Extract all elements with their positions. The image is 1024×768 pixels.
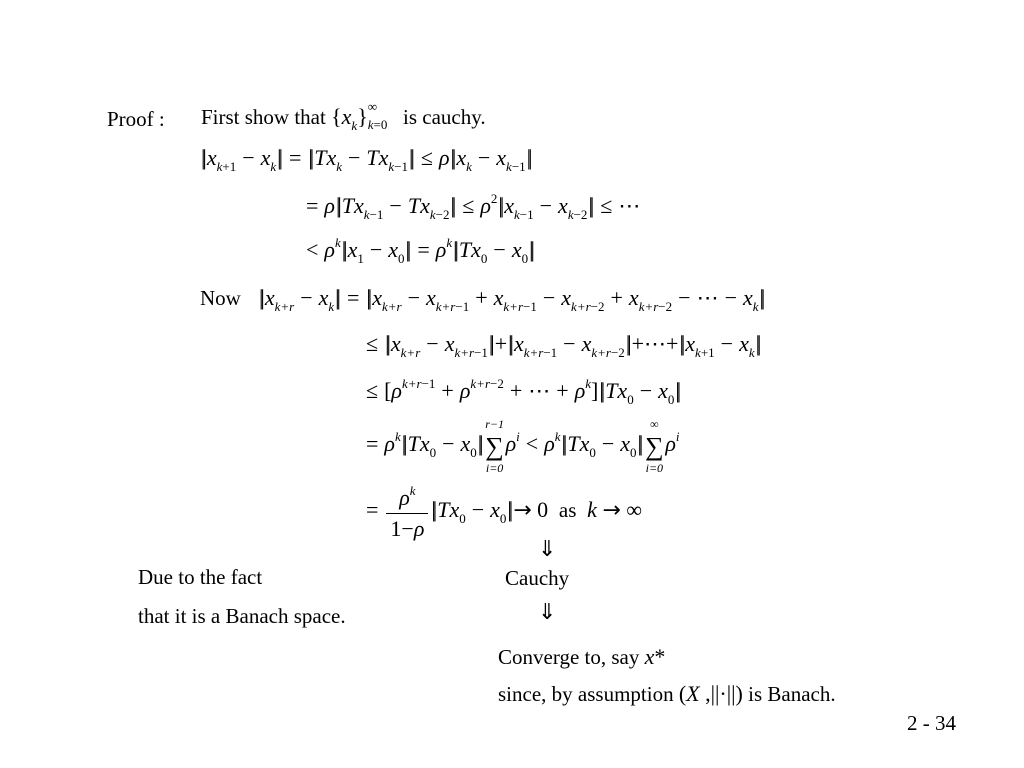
cauchy-label: Cauchy: [505, 566, 570, 590]
now-label: Now: [200, 286, 241, 310]
equation-line-5: ≤ || $x_{k+r} - x_{k+r-1}||$ +|| $x_{k+r-1} - x_{k+r-2}||$ +⋯+|| $x_{k+1} - x_k||$: [366, 331, 759, 360]
first-show-suffix: is cauchy.: [403, 105, 486, 129]
equation-line-2: = ρ|| $Tx_{k-1} - Tx_{k-2}|| \le \rho^2||$ $x_{k-1} - x_{k-2}||$ ≤ ⋯: [306, 191, 641, 222]
equation-now-line: || $x_{k+r} - x_k||$ = || $x_{k+r} - x_{k+r-1} + x_{k+r-1} - x_{k+r-2} + x_{k+r-2}$ − ⋯ − $x_k||$: [259, 285, 763, 314]
due-line-1: Due to the fact: [138, 565, 263, 589]
limit-symbol: x*: [644, 644, 666, 669]
sequence-notation: $\{x_k\}$ ∞ k=0: [331, 99, 388, 133]
space-notation: (X ,||·||): [678, 681, 743, 706]
due-line-2: that it is a Banach space.: [138, 604, 346, 628]
first-show-prefix: First show that: [201, 105, 326, 129]
proof-label: Proof :: [107, 107, 165, 131]
down-arrow-1: ⇓: [538, 537, 557, 562]
converge-line: [498, 646, 665, 668]
first-show-line: [201, 99, 486, 133]
equation-line-1: || $x_{k+1} - x_k||$ = || $Tx_k - Tx_{k-1}|| \le \rho||$ $x_k - x_{k-1}||$: [201, 145, 530, 174]
equation-line-3: < $\rho^k||$ $x_1 - x_0|| = \rho^k||$ $Tx_0 - x_0||$: [306, 235, 532, 266]
since-line: [498, 683, 836, 705]
converge-label: Converge to, say: [498, 645, 640, 669]
down-arrow-2: ⇓: [538, 600, 557, 625]
since-suffix: is Banach.: [748, 682, 836, 706]
page-number: 2 - 34: [907, 711, 956, 735]
since-prefix: since, by assumption: [498, 682, 674, 706]
equation-line-8: = $\frac{\rho^k}{1-\rho}$ || $Tx_0 - x_0|| \to 0$ as k → ∞: [366, 483, 643, 541]
equation-line-7: = $\rho^k||$ $Tx_0 - x_0||$ r−1 ∑ i=0 $\rho^i < \rho^k||$ $Tx_0 - x_0||$ ∞ ∑ i=0 $\rho^i$: [366, 417, 680, 475]
equation-line-6: ≤ [$\rho^{k+r-1} + \rho^{k+r-2}$ + ⋯ + $\rho^k]||$ $Tx_0 - x_0||$: [366, 376, 679, 407]
